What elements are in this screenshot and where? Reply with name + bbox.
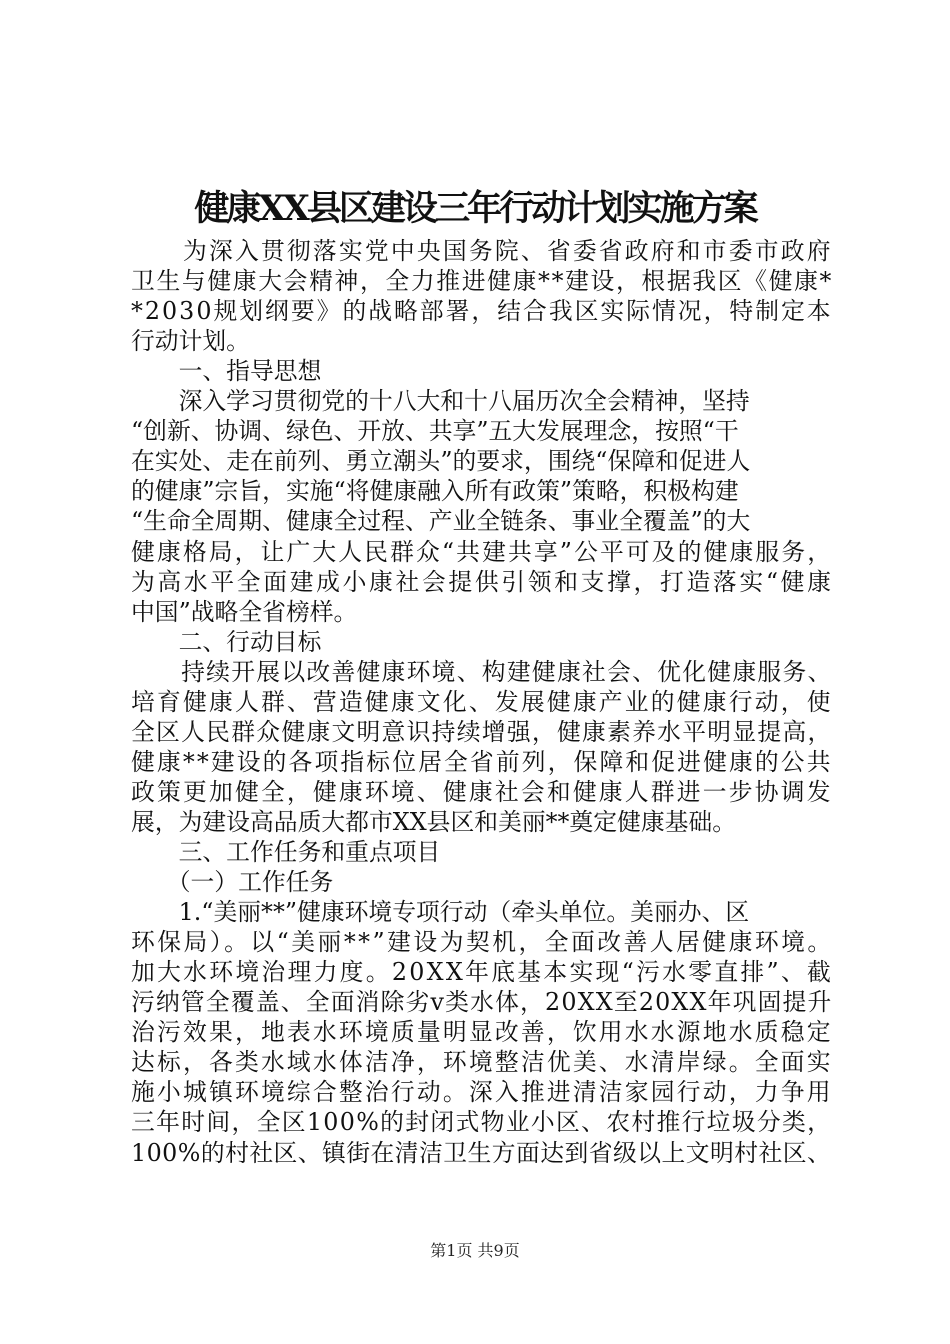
- body-line: “生命全周期、健康全过程、产业全链条、事业全覆盖”的大: [131, 507, 751, 536]
- body-line: （一）工作任务: [131, 868, 334, 897]
- body-line: 污纳管全覆盖、全面消除劣ⅴ类水体，20XX至20XX年巩固提升: [131, 988, 833, 1017]
- body-line: *2030规划纲要》的战略部署，结合我区实际情况，特制定本: [131, 297, 833, 326]
- body-line: 达标，各类水域水体洁净，环境整洁优美、水清岸绿。全面实: [131, 1048, 833, 1077]
- body-line: 加大水环境治理力度。20XX年底基本实现“污水零直排”、截: [131, 958, 834, 987]
- body-line: 展，为建设高品质大都市XX县区和美丽**奠定健康基础。: [131, 807, 737, 836]
- body-line: 为高水平全面建成小康社会提供引领和支撑，打造落实“健康: [131, 567, 834, 596]
- body-line: 培育健康人群、营造健康文化、发展健康产业的健康行动，使: [131, 687, 833, 716]
- body-line: 健康**建设的各项指标位居全省前列，保障和促进健康的公共: [131, 747, 833, 776]
- page-footer: 第1页 共9页: [430, 1241, 520, 1260]
- body-line: 在实处、走在前列、勇立潮头”的要求，围绕“保障和促进人: [131, 447, 751, 476]
- body-line: 三年时间，全区100%的封闭式物业小区、农村推行垃圾分类，: [131, 1108, 833, 1137]
- body-line: 1.“美丽**”健康环境专项行动（牵头单位。美丽办、区: [131, 898, 750, 927]
- body-line: 治污效果，地表水环境质量明显改善，饮用水水源地水质稳定: [131, 1018, 833, 1047]
- body-line: 的健康”宗旨，实施“将健康融入所有政策”策略，积极构建: [131, 477, 739, 506]
- body-line: 中国”战略全省榜样。: [131, 597, 358, 626]
- body-line: 持续开展以改善健康环境、构建健康社会、优化健康服务、: [131, 657, 833, 686]
- body-line: 卫生与健康大会精神，全力推进健康**建设，根据我区《健康*: [131, 267, 834, 296]
- body-line: 三、工作任务和重点项目: [131, 838, 441, 866]
- body-line: “创新、协调、绿色、开放、共享”五大发展理念，按照“干: [131, 417, 739, 446]
- body-line: 100%的村社区、镇街在清洁卫生方面达到省级以上文明村社区、: [131, 1138, 832, 1167]
- page-title: 健康XX县区建设三年行动计划实施方案: [194, 188, 756, 229]
- body-line: 一、指导思想: [131, 357, 322, 386]
- body-line: 二、行动目标: [131, 627, 322, 656]
- body-line: 健康格局，让广大人民群众“共建共享”公平可及的健康服务，: [131, 537, 834, 566]
- body-line: 行动计划。: [131, 327, 250, 356]
- body-line: 深入学习贯彻党的十八大和十八届历次全会精神，坚持: [131, 387, 750, 416]
- body-line: 为深入贯彻落实党中央国务院、省委省政府和市委市政府: [131, 237, 833, 265]
- body-line: 政策更加健全，健康环境、健康社会和健康人群进一步协调发: [131, 777, 833, 806]
- body-line: 全区人民群众健康文明意识持续增强，健康素养水平明显提高，: [131, 717, 833, 746]
- body-line: 环保局）。以“美丽**”建设为契机，全面改善人居健康环境。: [131, 928, 834, 957]
- body-line: 施小城镇环境综合整治行动。深入推进清洁家园行动，力争用: [131, 1078, 833, 1107]
